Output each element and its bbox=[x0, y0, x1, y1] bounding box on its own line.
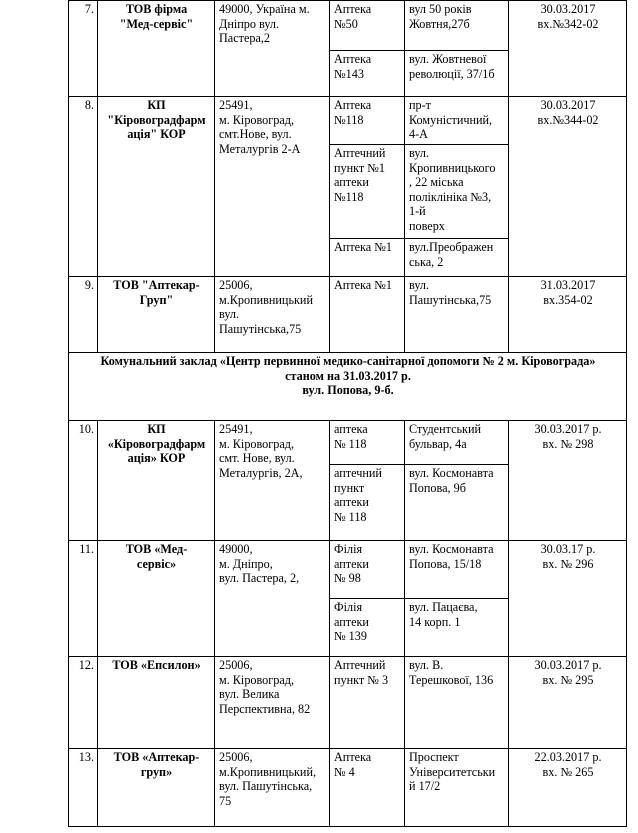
organization-name: ТОВ «Мед- сервіс» bbox=[98, 541, 215, 657]
registration-date: 31.03.2017 вх.354-02 bbox=[509, 277, 627, 353]
table-row bbox=[69, 749, 627, 827]
pharmacy-name: Аптека №1 bbox=[330, 277, 405, 353]
pharmacy-location: вул. Кропивницького , 22 міська поліклініка №3, 1-й поверх bbox=[405, 145, 509, 239]
pharmacy-name: Аптека №143 bbox=[330, 51, 405, 97]
registration-date: 30.03.2017 вх.№344-02 bbox=[509, 97, 627, 277]
pharmacy-name: Аптечний пункт №1 аптеки №118 bbox=[330, 145, 405, 239]
pharmacy-name: Аптека № 4 bbox=[330, 749, 405, 827]
table-row bbox=[69, 97, 627, 145]
pharmacy-name: Філія аптеки № 139 bbox=[330, 599, 405, 657]
table-row bbox=[69, 421, 627, 465]
table-row bbox=[69, 541, 627, 599]
pharmacy-registry-table bbox=[68, 0, 627, 827]
pharmacy-name: Аптека №1 bbox=[330, 239, 405, 277]
row-number: 8. bbox=[69, 97, 98, 277]
pharmacy-location: вул 50 років Жовтня,27б bbox=[405, 1, 509, 51]
pharmacy-name: Аптека №118 bbox=[330, 97, 405, 145]
organization-name: ТОВ фірма "Мед-сервіс" bbox=[98, 1, 215, 97]
table-row bbox=[69, 657, 627, 749]
pharmacy-name: Аптека №50 bbox=[330, 1, 405, 51]
row-number: 12. bbox=[69, 657, 98, 749]
registration-date: 30.03.2017 вх.№342-02 bbox=[509, 1, 627, 97]
pharmacy-location: вул. Пашутінська,75 bbox=[405, 277, 509, 353]
organization-address: 25006, м. Кіровоград, вул. Велика Перспективна, 82 bbox=[215, 657, 330, 749]
row-number: 13. bbox=[69, 749, 98, 827]
pharmacy-name: аптека № 118 bbox=[330, 421, 405, 465]
table-row bbox=[69, 277, 627, 353]
organization-address: 49000, Україна м. Дніпро вул. Пастера,2 bbox=[215, 1, 330, 97]
organization-name: ТОВ «Аптекар- груп» bbox=[98, 749, 215, 827]
section-row bbox=[69, 353, 627, 421]
table-row bbox=[69, 1, 627, 51]
pharmacy-location: Студентський бульвар, 4а bbox=[405, 421, 509, 465]
pharmacy-location: вул. Жовтневої революції, 37/1б bbox=[405, 51, 509, 97]
row-number: 7. bbox=[69, 1, 98, 97]
row-number: 9. bbox=[69, 277, 98, 353]
section-header: Комунальний заклад «Центр первинної медико-санітарної допомоги № 2 м. Кіровограда» станом на 31.03.2017 р. вул. Попова, 9-б. bbox=[69, 353, 627, 421]
organization-address: 25006, м.Кропивницький вул. Пашутінська,75 bbox=[215, 277, 330, 353]
pharmacy-location: Проспект Університетськи й 17/2 bbox=[405, 749, 509, 827]
pharmacy-name: Філія аптеки № 98 bbox=[330, 541, 405, 599]
pharmacy-location: вул.Преображен ська, 2 bbox=[405, 239, 509, 277]
registration-date: 30.03.2017 р. вх. № 295 bbox=[509, 657, 627, 749]
organization-name: КП «Кіровоградфарм ація» КОР bbox=[98, 421, 215, 541]
pharmacy-location: вул. Пацаєва, 14 корп. 1 bbox=[405, 599, 509, 657]
pharmacy-location: вул. Космонавта Попова, 9б bbox=[405, 465, 509, 541]
pharmacy-location: вул. Космонавта Попова, 15/18 bbox=[405, 541, 509, 599]
organization-name: ТОВ "Аптекар- Груп" bbox=[98, 277, 215, 353]
organization-address: 25491, м. Кіровоград, смт.Нове, вул. Металургів 2-А bbox=[215, 97, 330, 277]
registration-date: 22.03.2017 р. вх. № 265 bbox=[509, 749, 627, 827]
registration-date: 30.03.2017 р. вх. № 298 bbox=[509, 421, 627, 541]
organization-address: 25006, м.Кропивницький, вул. Пашутінська, 75 bbox=[215, 749, 330, 827]
organization-address: 25491, м. Кіровоград, смт. Нове, вул. Металургів, 2А, bbox=[215, 421, 330, 541]
organization-address: 49000, м. Дніпро, вул. Пастера, 2, bbox=[215, 541, 330, 657]
pharmacy-location: пр-т Комуністичний, 4-А bbox=[405, 97, 509, 145]
organization-name: ТОВ «Епсилон» bbox=[98, 657, 215, 749]
organization-name: КП "Кіровоградфарм ація" КОР bbox=[98, 97, 215, 277]
row-number: 10. bbox=[69, 421, 98, 541]
row-number: 11. bbox=[69, 541, 98, 657]
pharmacy-name: аптечний пункт аптеки № 118 bbox=[330, 465, 405, 541]
pharmacy-name: Аптечний пункт № 3 bbox=[330, 657, 405, 749]
pharmacy-location: вул. В. Терешкової, 136 bbox=[405, 657, 509, 749]
registration-date: 30.03.17 р. вх. № 296 bbox=[509, 541, 627, 657]
